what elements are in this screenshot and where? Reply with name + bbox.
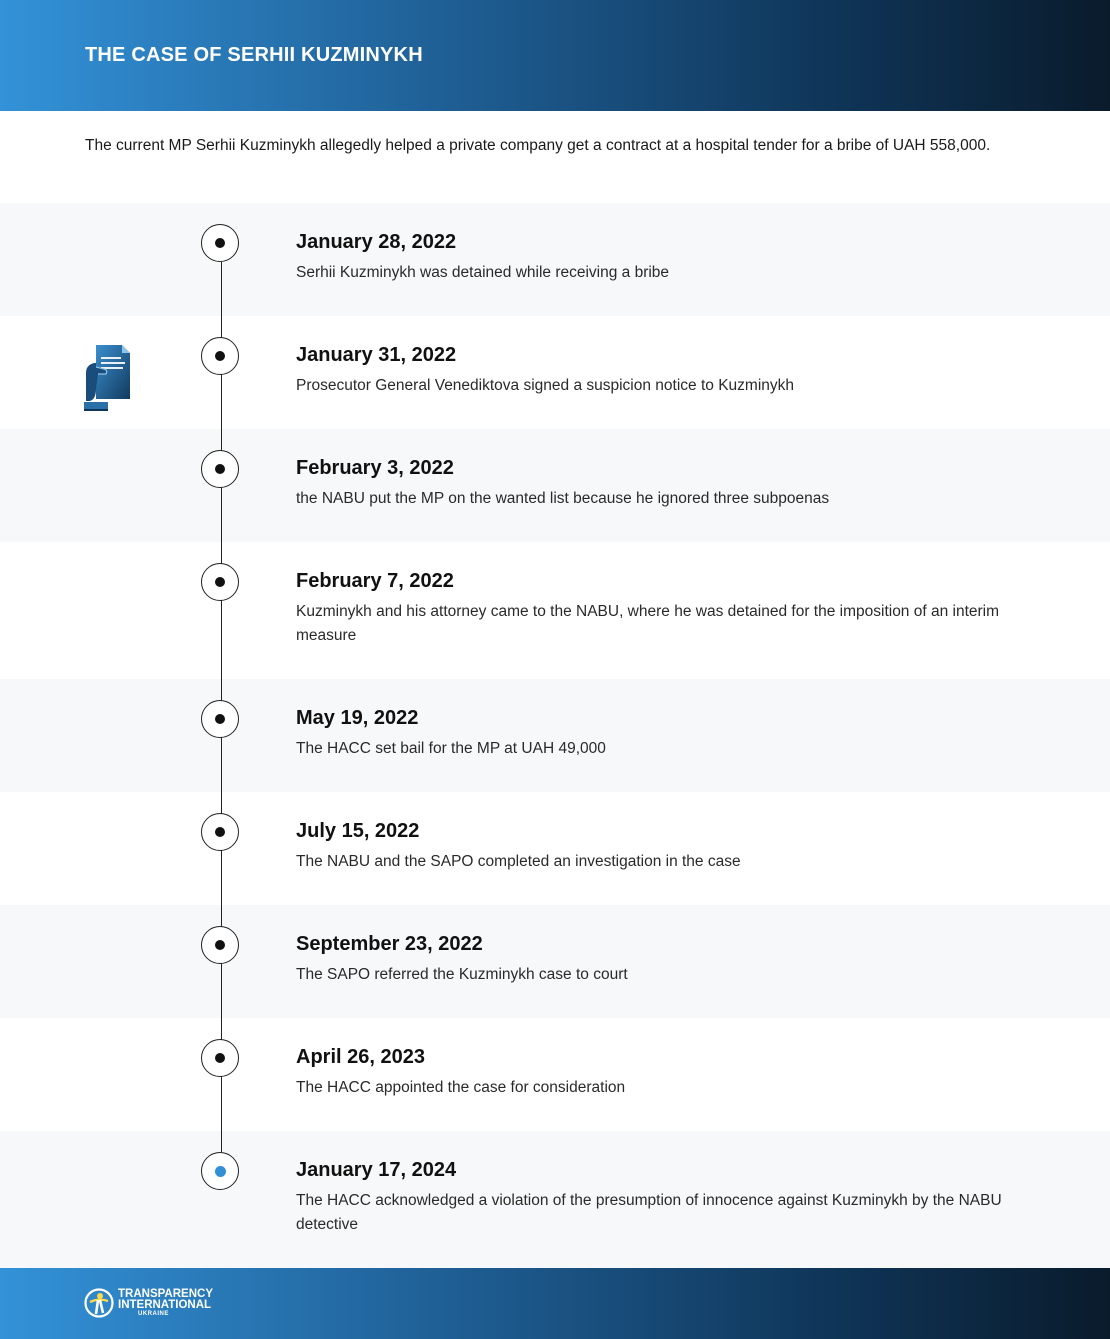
timeline-marker <box>201 926 239 964</box>
timeline-description: the NABU put the MP on the wanted list because he ignored three subpoenas <box>296 490 830 507</box>
timeline-marker <box>201 563 239 601</box>
timeline-marker <box>201 1039 239 1077</box>
logo-line-1: TRANSPARENCY <box>118 1287 213 1300</box>
timeline-row <box>0 429 1110 542</box>
marker-dot <box>215 1053 225 1063</box>
timeline-date: January 31, 2022 <box>296 344 457 366</box>
timeline-description: Kuzminykh and his attorney came to the NABU, where he was detained for the imposition of an interim measure <box>296 603 1000 644</box>
transparency-international-logo <box>84 1286 213 1320</box>
intro-text: The current MP Serhii Kuzminykh allegedly helped a private company get a contract at a hospital tender for a bribe of UAH 558,000. <box>85 137 991 154</box>
timeline-description: Prosecutor General Venediktova signed a suspicion notice to Kuzminykh <box>296 377 795 394</box>
timeline-date: April 26, 2023 <box>296 1046 425 1068</box>
timeline-date: January 17, 2024 <box>296 1159 457 1181</box>
timeline-marker <box>201 337 239 375</box>
timeline-date: February 3, 2022 <box>296 457 454 479</box>
timeline-row <box>0 542 1110 679</box>
transparency-international-logo-icon <box>84 1288 114 1318</box>
marker-dot <box>215 827 225 837</box>
timeline-description: The NABU and the SAPO completed an investigation in the case <box>296 853 741 870</box>
marker-dot <box>215 351 225 361</box>
marker-dot <box>215 940 225 950</box>
timeline-row <box>0 203 1110 316</box>
logo-wordmark <box>118 1289 213 1318</box>
timeline-marker <box>201 813 239 851</box>
timeline-row <box>0 316 1110 429</box>
page-title: THE CASE OF SERHII KUZMINYKH <box>85 44 423 66</box>
timeline-row <box>0 679 1110 792</box>
timeline-row <box>0 1131 1110 1268</box>
timeline-description: The HACC acknowledged a violation of the presumption of innocence against Kuzminykh by the NABU detective <box>296 1192 1002 1233</box>
timeline-marker <box>201 450 239 488</box>
header-banner <box>0 0 1110 111</box>
marker-dot <box>215 464 225 474</box>
timeline-marker-current <box>201 1152 239 1190</box>
timeline-description: The SAPO referred the Kuzminykh case to court <box>296 966 628 983</box>
marker-dot-current <box>215 1166 226 1177</box>
timeline-description: The HACC appointed the case for consideration <box>296 1079 626 1096</box>
timeline-date: February 7, 2022 <box>296 570 454 592</box>
marker-dot <box>215 238 225 248</box>
marker-dot <box>215 714 225 724</box>
logo-line-3: UKRAINE <box>138 1310 169 1317</box>
timeline-row <box>0 905 1110 1018</box>
timeline-date: May 19, 2022 <box>296 707 419 729</box>
marker-dot <box>215 577 225 587</box>
logo-line-2: INTERNATIONAL <box>118 1298 212 1311</box>
timeline-description: The HACC set bail for the MP at UAH 49,000 <box>296 740 606 757</box>
timeline-row <box>0 792 1110 905</box>
timeline-marker <box>201 224 239 262</box>
timeline-description: Serhii Kuzminykh was detained while receiving a bribe <box>296 264 670 281</box>
timeline-marker <box>201 700 239 738</box>
timeline-row <box>0 1018 1110 1131</box>
timeline-date: July 15, 2022 <box>296 820 420 842</box>
timeline-date: January 28, 2022 <box>296 231 457 253</box>
document-hand-icon <box>84 343 132 413</box>
timeline-date: September 23, 2022 <box>296 933 483 955</box>
